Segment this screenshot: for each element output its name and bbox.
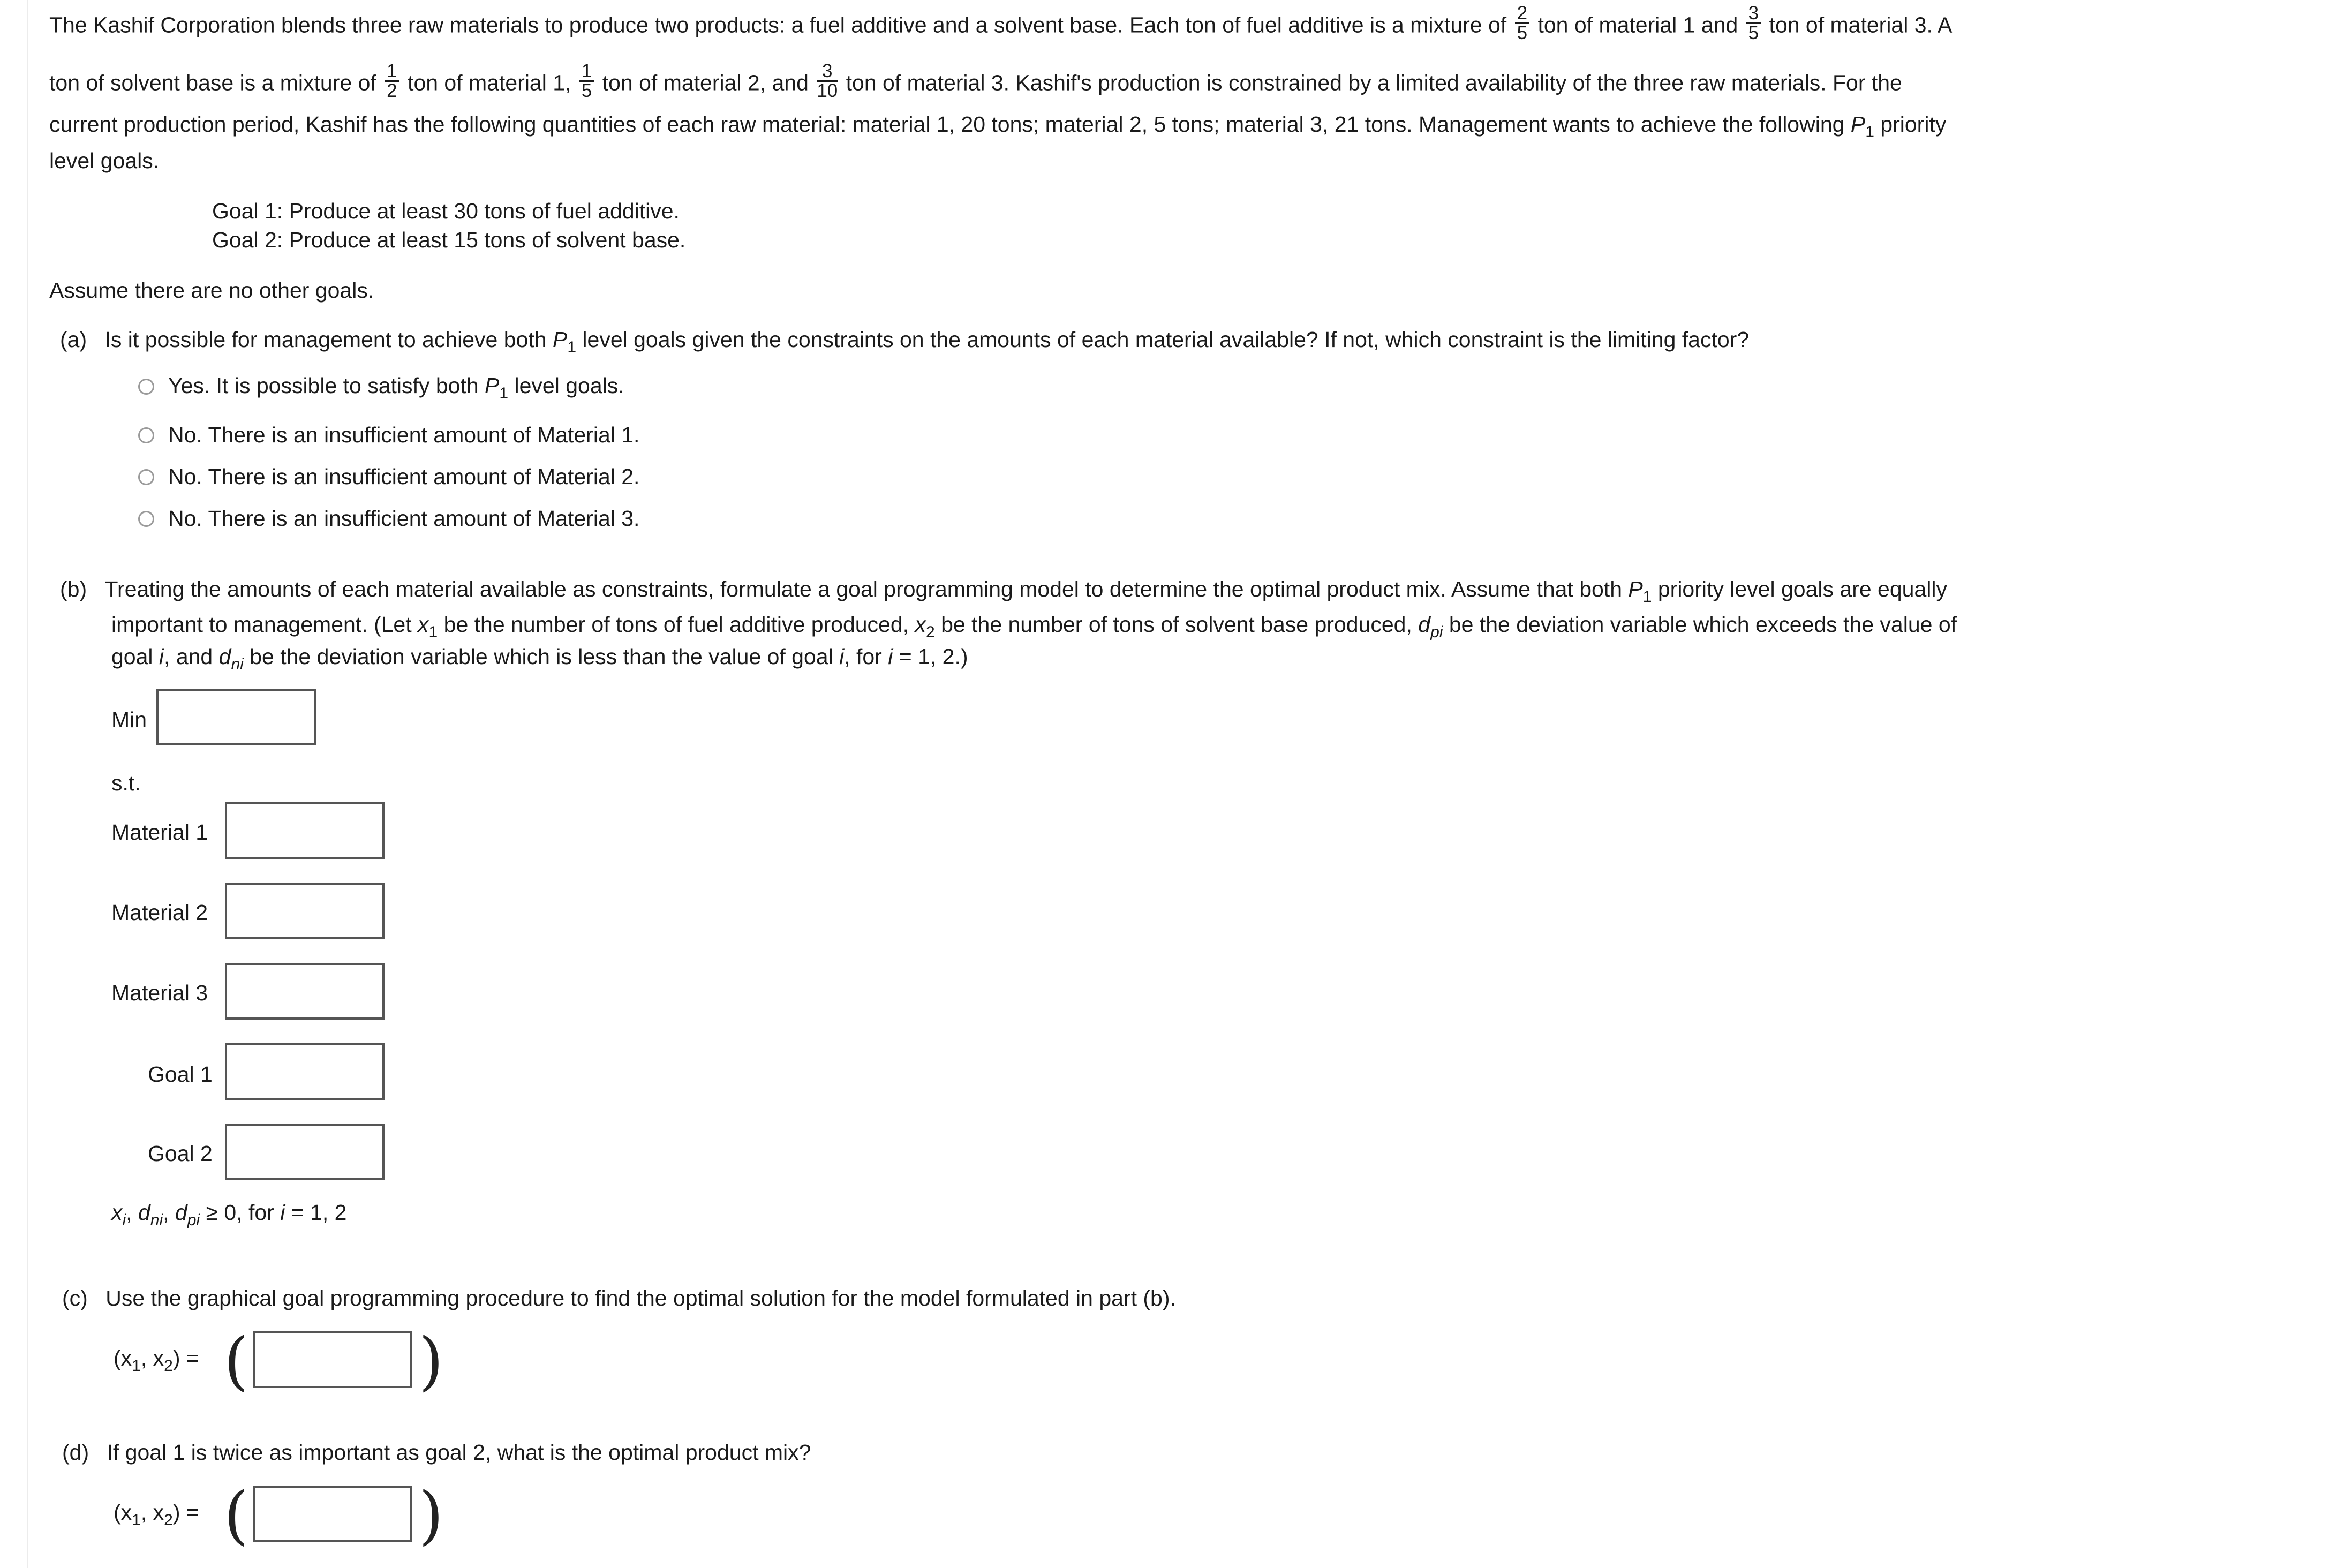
nonnegativity-constraint: $x_i$, $d_{ni}$, $d_{pi} \ge 0$, for i = 1, 2: [111, 1200, 347, 1229]
assumption-text: Assume there are no other goals.: [49, 278, 374, 303]
part-c-label: (c): [62, 1286, 88, 1310]
min-label: Min: [111, 707, 147, 732]
part-d-lhs: ($x_1$, $x_2$) =: [114, 1500, 199, 1529]
part-b-label: (b): [60, 577, 87, 601]
close-parenthesis: ): [419, 1324, 444, 1398]
fraction: $\frac{3}{10}$: [817, 61, 838, 101]
goal-1-constraint-input[interactable]: [225, 1043, 385, 1100]
open-parenthesis: (: [224, 1324, 249, 1398]
goal-2-label: Goal 2: [148, 1141, 213, 1166]
fraction: $\frac{1}{5}$: [579, 62, 594, 100]
option-material-2-radio[interactable]: [138, 469, 154, 485]
goal-2-constraint-input[interactable]: [225, 1124, 385, 1180]
intro-text: ton of material 2, and: [602, 70, 809, 95]
intro-text: ton of material 3. Kashif's production is constrained by a limited availability of the three raw materials. For the: [846, 70, 1902, 95]
part-b-question-line-2: important to management. (Let $x_1$ be the number of tons of fuel additive produced, $x_2$ be the number of tons of solvent base produced, $d_{pi}$ be the deviation variable which exceeds the value of: [111, 612, 1957, 641]
goal-2-text: Goal 2: Produce at least 15 tons of solvent base.: [212, 228, 686, 252]
intro-line-3: current production period, Kashif has the following quantities of each raw material: material 1, 20 tons; material 2, 5 tons; material 3, 21 tons. Management wants to achieve the following $P_1$ priority: [49, 112, 1947, 141]
part-c-lhs: ($x_1$, $x_2$) =: [114, 1346, 199, 1375]
intro-text: ton of solvent base is a mixture of: [49, 70, 376, 95]
part-a-label: (a): [60, 327, 87, 352]
subject-to-label: s.t.: [111, 771, 141, 795]
option-material-1-label[interactable]: No. There is an insufficient amount of Material 1.: [168, 423, 640, 447]
intro-text: ton of material 1,: [408, 70, 571, 95]
close-parenthesis: ): [419, 1478, 444, 1552]
material-2-constraint-input[interactable]: [225, 883, 385, 939]
intro-line-1: [49, 3, 1953, 46]
intro-text: ton of material 1 and: [1537, 12, 1738, 37]
material-1-label: Material 1: [111, 820, 208, 845]
part-c-question: (c) Use the graphical goal programming procedure to find the optimal solution for the model formulated in part (b).: [62, 1286, 1176, 1310]
part-d-answer-input[interactable]: [253, 1486, 412, 1542]
fraction: $\frac{1}{2}$: [385, 62, 399, 100]
material-2-label: Material 2: [111, 900, 208, 925]
part-a-question: (a) Is it possible for management to achieve both $P_1$ level goals given the constraints on the amounts of each material available? If not, which constraint is the limiting factor?: [60, 327, 1750, 356]
part-d-label: (d): [62, 1440, 89, 1465]
option-material-2-label[interactable]: No. There is an insufficient amount of Material 2.: [168, 464, 640, 489]
material-3-constraint-input[interactable]: [225, 963, 385, 1020]
part-c-answer-input[interactable]: [253, 1331, 412, 1388]
intro-line-2: [49, 61, 1902, 103]
objective-input[interactable]: [156, 689, 316, 745]
material-3-label: Material 3: [111, 981, 208, 1005]
part-b-question-line-1: (b) Treating the amounts of each material available as constraints, formulate a goal programming model to determine the optimal product mix. Assume that both $P_1$ priority level goals are equally: [60, 577, 1947, 606]
option-yes-label[interactable]: Yes. It is possible to satisfy both $P_1$ level goals.: [168, 373, 624, 402]
option-material-1-radio[interactable]: [138, 427, 154, 443]
fraction: $\frac{3}{5}$: [1746, 4, 1761, 42]
fraction: $\frac{2}{5}$: [1515, 4, 1529, 42]
option-material-3-label[interactable]: No. There is an insufficient amount of Material 3.: [168, 506, 640, 531]
goal-1-label: Goal 1: [148, 1062, 213, 1087]
option-yes-radio[interactable]: [138, 379, 154, 395]
left-border: [27, 0, 28, 1568]
material-1-constraint-input[interactable]: [225, 802, 385, 859]
goal-1-text: Goal 1: Produce at least 30 tons of fuel additive.: [212, 199, 680, 223]
open-parenthesis: (: [224, 1478, 249, 1552]
part-b-question-line-3: goal i, and $d_{ni}$ be the deviation variable which is less than the value of goal i, for i = 1, 2.): [111, 644, 968, 673]
part-d-question: (d) If goal 1 is twice as important as goal 2, what is the optimal product mix?: [62, 1440, 811, 1465]
option-material-3-radio[interactable]: [138, 511, 154, 527]
intro-text: The Kashif Corporation blends three raw materials to produce two products: a fuel additive and a solvent base. Each ton of fuel additive is a mixture of: [49, 12, 1507, 37]
intro-text: ton of material 3. A: [1769, 12, 1953, 37]
intro-line-4: level goals.: [49, 148, 160, 173]
